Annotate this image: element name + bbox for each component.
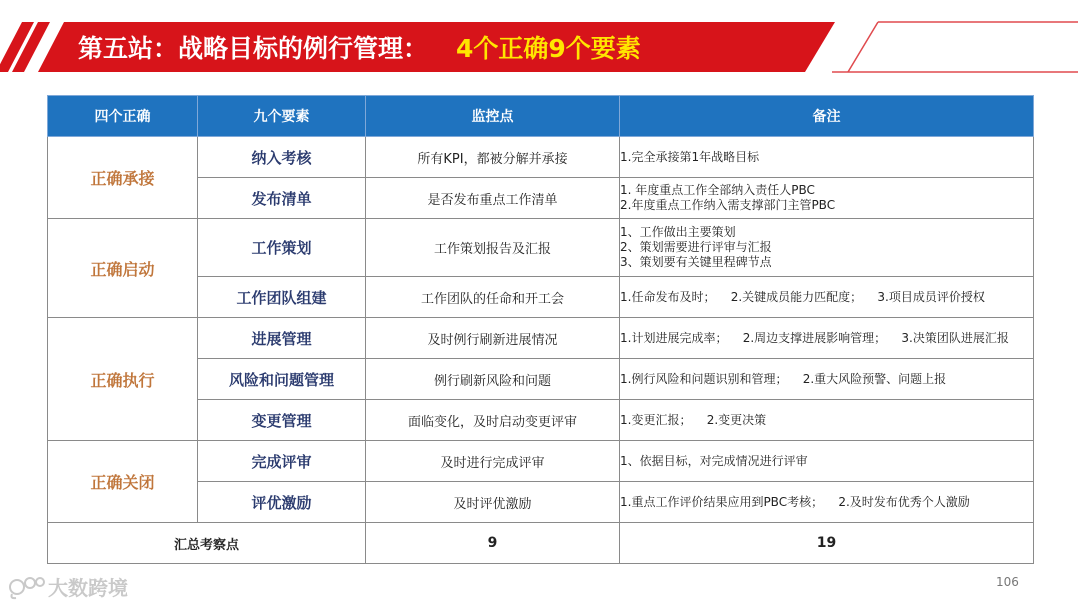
table-row	[48, 318, 1034, 359]
note-line: 2.年度重点工作纳入需支撑部门主管PBC	[620, 198, 836, 212]
category-cell: 正确关闭	[48, 441, 198, 523]
summary-label: 汇总考察点	[48, 523, 366, 564]
table-row	[48, 137, 1034, 178]
element-cell: 评优激励	[198, 482, 366, 523]
note-line: 1.计划进展完成率； 2.周边支撑进展影响管理； 3.决策团队进展汇报	[620, 330, 1009, 345]
note-line: 2、策划需要进行评审与汇报	[620, 240, 772, 254]
monitor-cell: 例行刷新风险和问题	[366, 359, 620, 400]
table-header-row	[48, 96, 1034, 137]
elements-table	[47, 95, 1034, 564]
title-highlight: 4个正确9个要素	[456, 34, 641, 63]
monitor-cell: 及时进行完成评审	[366, 441, 620, 482]
note-cell	[620, 441, 1034, 482]
category-cell: 正确启动	[48, 219, 198, 318]
note-line: 1、工作做出主要策划	[620, 225, 736, 239]
monitor-cell: 及时评优激励	[366, 482, 620, 523]
monitor-cell: 面临变化，及时启动变更评审	[366, 400, 620, 441]
element-cell: 进展管理	[198, 318, 366, 359]
element-cell: 工作团队组建	[198, 277, 366, 318]
note-line: 1.完全承接第1年战略目标	[620, 149, 760, 164]
note-cell	[620, 359, 1034, 400]
monitor-cell: 所有KPI，都被分解并承接	[366, 137, 620, 178]
watermark-text: 大数跨境	[48, 576, 128, 600]
header-nine-elements: 九个要素	[198, 96, 366, 137]
header-four-correct: 四个正确	[48, 96, 198, 137]
banner-slash	[848, 22, 878, 72]
summary-notes-count: 19	[620, 523, 1034, 564]
note-cell	[620, 482, 1034, 523]
summary-row	[48, 523, 1034, 564]
bubble-logo-icon	[8, 574, 48, 600]
header-notes: 备注	[620, 96, 1034, 137]
note-line: 1.变更汇报； 2.变更决策	[620, 412, 767, 427]
note-line: 1、依据目标，对完成情况进行评审	[620, 453, 808, 468]
monitor-cell: 是否发布重点工作清单	[366, 178, 620, 219]
note-line: 1.例行风险和问题识别和管理； 2.重大风险预警、问题上报	[620, 371, 947, 386]
page-number: 106	[996, 575, 1019, 589]
monitor-cell: 及时例行刷新进展情况	[366, 318, 620, 359]
element-cell: 工作策划	[198, 219, 366, 277]
note-line: 1. 年度重点工作全部纳入责任人PBC	[620, 183, 815, 197]
note-cell	[620, 178, 1034, 219]
note-cell	[620, 219, 1034, 277]
page-title	[78, 26, 641, 72]
summary-monitor-count: 9	[366, 523, 620, 564]
monitor-cell: 工作团队的任命和开工会	[366, 277, 620, 318]
note-cell	[620, 318, 1034, 359]
category-cell: 正确承接	[48, 137, 198, 219]
element-cell: 风险和问题管理	[198, 359, 366, 400]
note-cell	[620, 400, 1034, 441]
element-cell: 完成评审	[198, 441, 366, 482]
note-line: 1.任命发布及时； 2.关键成员能力匹配度； 3.项目成员评价授权	[620, 289, 985, 304]
header-monitor-point: 监控点	[366, 96, 620, 137]
category-cell: 正确执行	[48, 318, 198, 441]
title-banner	[0, 0, 1080, 90]
monitor-cell: 工作策划报告及汇报	[366, 219, 620, 277]
note-cell	[620, 137, 1034, 178]
table-row	[48, 441, 1034, 482]
note-cell	[620, 277, 1034, 318]
element-cell: 纳入考核	[198, 137, 366, 178]
watermark-logo	[8, 572, 128, 601]
title-text: 第五站：战略目标的例行管理：	[78, 34, 429, 63]
table-row	[48, 219, 1034, 277]
element-cell: 发布清单	[198, 178, 366, 219]
note-line: 3、策划要有关键里程碑节点	[620, 255, 772, 269]
note-line: 1.重点工作评价结果应用到PBC考核； 2.及时发布优秀个人激励	[620, 494, 970, 509]
element-cell: 变更管理	[198, 400, 366, 441]
